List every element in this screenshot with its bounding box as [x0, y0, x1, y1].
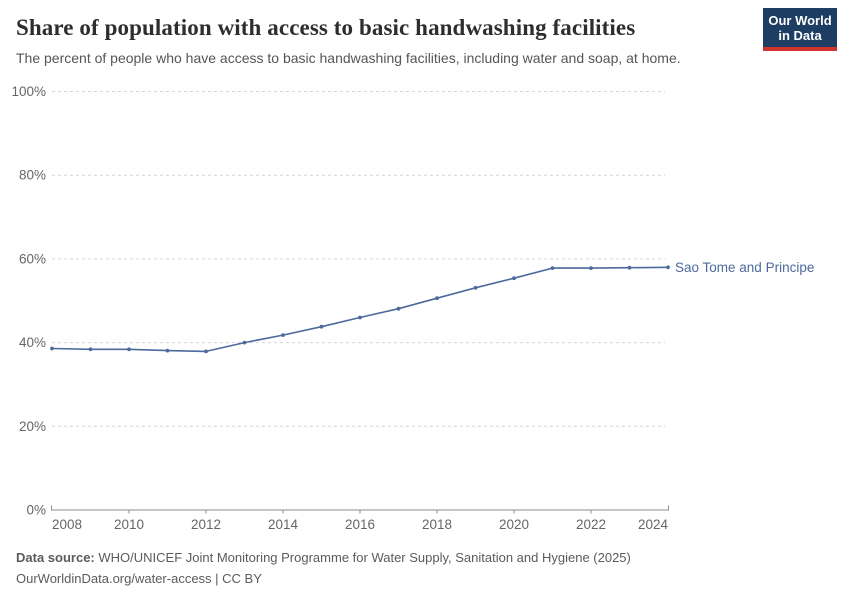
x-axis-tick-label: 2014 — [267, 517, 299, 532]
data-point — [281, 333, 285, 337]
data-point — [127, 347, 131, 351]
x-axis-tick-label: 2024 — [637, 517, 668, 532]
data-point — [243, 341, 247, 345]
data-source-label: Data source: — [16, 550, 95, 565]
data-point — [397, 307, 401, 311]
data-point — [320, 325, 324, 329]
y-axis-tick-label: 40% — [18, 335, 46, 351]
data-point — [204, 350, 208, 354]
data-point — [358, 316, 362, 320]
data-point — [89, 347, 93, 351]
data-point — [435, 296, 439, 300]
owid-logo-line2: in Data — [778, 28, 822, 43]
data-source-line — [16, 550, 631, 565]
y-axis-tick-label: 60% — [18, 251, 46, 267]
y-axis-tick-label: 100% — [11, 84, 46, 99]
data-point — [512, 276, 516, 280]
x-axis-tick-label: 2016 — [344, 517, 376, 532]
x-axis-tick-label: 2022 — [575, 517, 607, 532]
data-point — [589, 266, 593, 270]
chart-footer — [16, 547, 834, 589]
data-point — [551, 266, 555, 270]
x-axis-tick-label: 2018 — [421, 517, 453, 532]
series-line — [52, 267, 668, 351]
footer-link[interactable]: OurWorldinData.org/water-access | CC BY — [16, 571, 262, 586]
data-point — [474, 286, 478, 290]
chart-subtitle: The percent of people who have access to basic handwashing facilities, including water and soap, at home. — [16, 50, 681, 66]
data-point — [166, 349, 170, 353]
x-axis-tick-label: 2012 — [190, 517, 222, 532]
y-axis-tick-label: 0% — [26, 502, 46, 518]
x-axis-tick-label: 2020 — [498, 517, 530, 532]
data-point — [50, 347, 54, 351]
data-source-text: WHO/UNICEF Joint Monitoring Programme for Water Supply, Sanitation and Hygiene (2025) — [98, 550, 631, 565]
y-axis-tick-label: 80% — [18, 167, 46, 183]
data-point — [666, 265, 670, 269]
owid-logo-line1: Our World — [768, 13, 832, 28]
x-axis-line — [52, 506, 669, 511]
entity-label: Sao Tome and Principe — [675, 259, 815, 275]
data-point — [628, 266, 632, 270]
x-axis-tick-label: 2010 — [113, 517, 145, 532]
x-axis-tick-label: 2008 — [52, 517, 83, 532]
chart-title: Share of population with access to basic handwashing facilities — [16, 15, 636, 40]
y-axis-tick-label: 20% — [18, 418, 46, 434]
